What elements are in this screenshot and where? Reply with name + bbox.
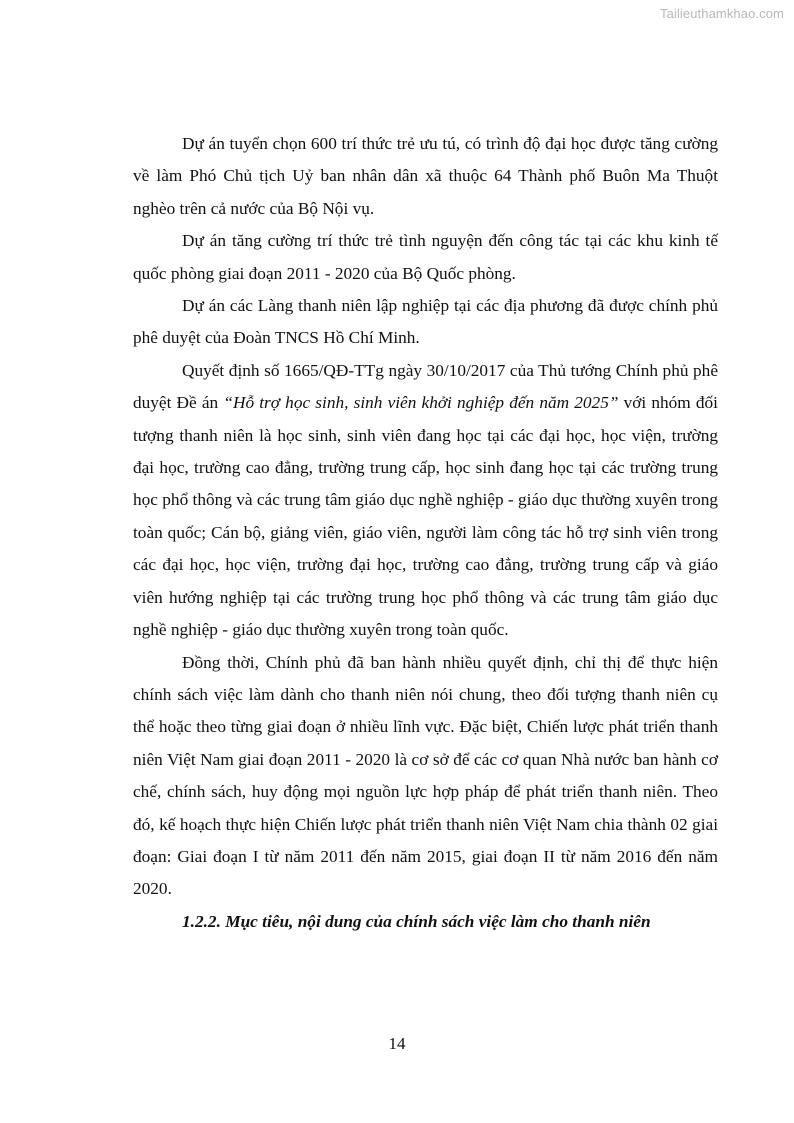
watermark-text: Tailieuthamkhao.com [659, 6, 784, 21]
paragraph-1: Dự án tuyển chọn 600 trí thức trẻ ưu tú, có trình độ đại học được tăng cường về làm Phó Chủ tịch Uỷ ban nhân dân xã thuộc 64 Thành phố Buôn Ma Thuột nghèo trên cả nước của Bộ Nội vụ. [133, 134, 718, 218]
paragraph-5: Đồng thời, Chính phủ đã ban hành nhiều quyết định, chỉ thị để thực hiện chính sách việc làm dành cho thanh niên nói chung, theo đối tượng thanh niên cụ thể hoặc theo từng giai đoạn ở nhiều lĩnh vực. Đặc biệt, Chiến lược phát triển thanh niên Việt Nam giai đoạn 2011 - 2020 là cơ sở để các cơ quan Nhà nước ban hành cơ chế, chính sách, huy động mọi nguồn lực hợp pháp để phát triển thanh niên. Theo đó, kế hoạch thực hiện Chiến lược phát triển thanh niên Việt Nam chia thành 02 giai đoạn: Giai đoạn I từ năm 2011 đến năm 2015, giai đoạn II từ năm 2016 đến năm 2020. [133, 652, 718, 899]
paragraph-2: Dự án tăng cường trí thức trẻ tình nguyện đến công tác tại các khu kinh tế quốc phòng giai đoạn 2011 - 2020 của Bộ Quốc phòng. [133, 231, 718, 283]
project-title-quote: “Hỗ trợ học sinh, sinh viên khởi nghiệp đến năm 2025” [223, 393, 619, 413]
paragraph-4-lead: Quyết định số 1665/QĐ-TTg ngày 30/10/2017 của Thủ tướng Chính phủ phê duyệt Đề án [133, 360, 718, 413]
paragraph-4 [133, 355, 718, 647]
page-number: 14 [388, 1034, 406, 1053]
section-heading: 1.2.2. Mục tiêu, nội dung của chính sách việc làm cho thanh niên [182, 911, 651, 931]
paragraph-4-rest: với nhóm đối tượng thanh niên là học sinh, sinh viên đang học tại các đại học, học viện, trường đại học, trường cao đẳng, trường trung cấp, học sinh đang học tại các trường trung học phổ thông và các trung tâm giáo dục nghề nghiệp - giáo dục thường xuyên trong toàn quốc; Cán bộ, giảng viên, giáo viên, người làm công tác hỗ trợ sinh viên trong các đại học, học viện, trường đại học, trường cao đẳng, trường trung cấp và giáo viên hướng nghiệp tại các trường trung học phổ thông và các trung tâm giáo dục nghề nghiệp - giáo dục thường xuyên trong toàn quốc. [133, 393, 718, 640]
paragraph-3: Dự án các Làng thanh niên lập nghiệp tại các địa phương đã được chính phủ phê duyệt của Đoàn TNCS Hồ Chí Minh. [133, 296, 718, 348]
document-body [133, 128, 718, 938]
